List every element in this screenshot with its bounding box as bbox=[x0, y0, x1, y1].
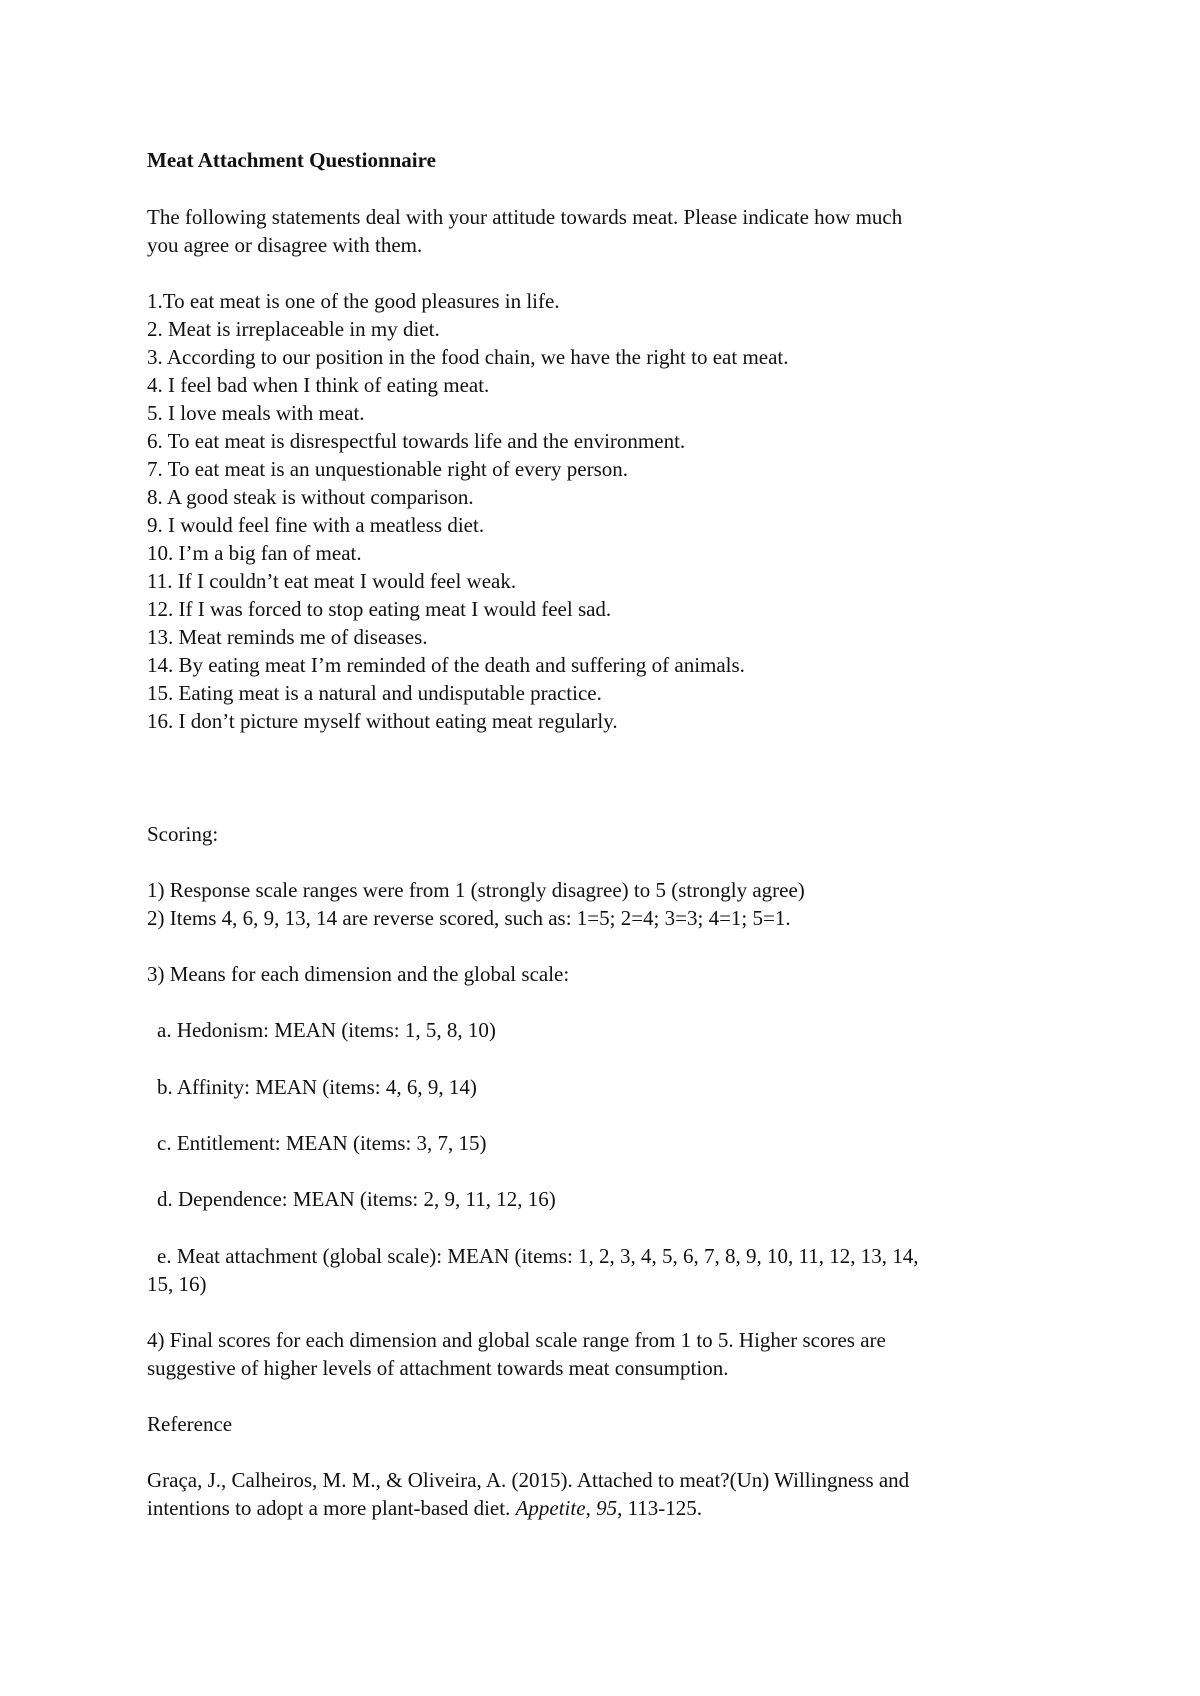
scoring-rule-4-line-1: 4) Final scores for each dimension and global scale range from 1 to 5. Higher scores are bbox=[147, 1328, 886, 1352]
question-item-15: 15. Eating meat is a natural and undisputable practice. bbox=[147, 681, 602, 705]
scoring-rule-4-line-2: suggestive of higher levels of attachment towards meat consumption. bbox=[147, 1356, 729, 1380]
question-item-5: 5. I love meals with meat. bbox=[147, 401, 365, 425]
scoring-heading: Scoring: bbox=[147, 822, 219, 846]
reference-pages: , 113-125. bbox=[617, 1496, 703, 1520]
dimension-hedonism: a. Hedonism: MEAN (items: 1, 5, 8, 10) bbox=[157, 1018, 496, 1042]
reference-volume: 95 bbox=[596, 1496, 618, 1520]
dimension-global-line-1: e. Meat attachment (global scale): MEAN (items: 1, 2, 3, 4, 5, 6, 7, 8, 9, 10, 11, 12, 13, 14, bbox=[157, 1244, 919, 1268]
question-item-2: 2. Meat is irreplaceable in my diet. bbox=[147, 317, 440, 341]
question-item-12: 12. If I was forced to stop eating meat I would feel sad. bbox=[147, 597, 612, 621]
question-item-11: 11. If I couldn’t eat meat I would feel weak. bbox=[147, 569, 517, 593]
question-item-7: 7. To eat meat is an unquestionable right of every person. bbox=[147, 457, 629, 481]
question-item-10: 10. I’m a big fan of meat. bbox=[147, 541, 362, 565]
reference-separator: , bbox=[585, 1496, 597, 1520]
dimension-global-line-2: 15, 16) bbox=[147, 1272, 207, 1296]
reference-line-2 bbox=[147, 1498, 702, 1519]
document-title: Meat Attachment Questionnaire bbox=[147, 148, 436, 172]
scoring-rule-3: 3) Means for each dimension and the global scale: bbox=[147, 962, 570, 986]
question-item-6: 6. To eat meat is disrespectful towards life and the environment. bbox=[147, 429, 686, 453]
dimension-entitlement: c. Entitlement: MEAN (items: 3, 7, 15) bbox=[157, 1131, 487, 1155]
scoring-rule-2: 2) Items 4, 6, 9, 13, 14 are reverse scored, such as: 1=5; 2=4; 3=3; 4=1; 5=1. bbox=[147, 906, 791, 930]
dimension-dependence: d. Dependence: MEAN (items: 2, 9, 11, 12, 16) bbox=[157, 1187, 556, 1211]
intro-line-2: you agree or disagree with them. bbox=[147, 233, 423, 257]
question-item-4: 4. I feel bad when I think of eating meat. bbox=[147, 373, 490, 397]
dimension-affinity: b. Affinity: MEAN (items: 4, 6, 9, 14) bbox=[157, 1075, 477, 1099]
scoring-rule-1: 1) Response scale ranges were from 1 (strongly disagree) to 5 (strongly agree) bbox=[147, 878, 805, 902]
question-item-14: 14. By eating meat I’m reminded of the death and suffering of animals. bbox=[147, 653, 745, 677]
reference-heading: Reference bbox=[147, 1412, 233, 1436]
question-item-16: 16. I don’t picture myself without eating meat regularly. bbox=[147, 709, 618, 733]
question-item-1: 1.To eat meat is one of the good pleasures in life. bbox=[147, 289, 560, 313]
reference-prefix: intentions to adopt a more plant-based diet. bbox=[147, 1496, 516, 1520]
reference-line-1: Graça, J., Calheiros, M. M., & Oliveira, A. (2015). Attached to meat?(Un) Willingness and bbox=[147, 1468, 910, 1492]
reference-journal: Appetite bbox=[515, 1496, 586, 1520]
question-item-8: 8. A good steak is without comparison. bbox=[147, 485, 474, 509]
intro-line-1: The following statements deal with your attitude towards meat. Please indicate how much bbox=[147, 205, 903, 229]
question-item-3: 3. According to our position in the food chain, we have the right to eat meat. bbox=[147, 345, 789, 369]
question-item-9: 9. I would feel fine with a meatless diet. bbox=[147, 513, 485, 537]
question-item-13: 13. Meat reminds me of diseases. bbox=[147, 625, 428, 649]
